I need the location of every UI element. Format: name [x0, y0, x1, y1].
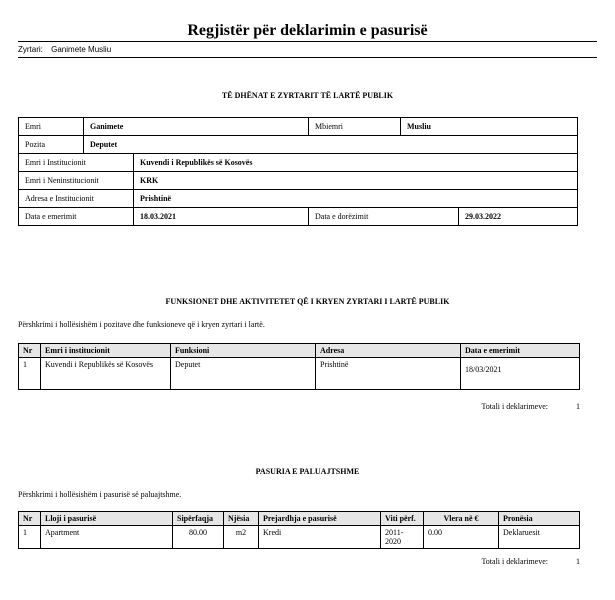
property-table — [18, 511, 580, 549]
row-area: 80.00 — [173, 526, 224, 549]
property-header-row — [19, 512, 580, 526]
submission-date-label: Data e dorëzimit — [309, 208, 459, 226]
row-nr: 1 — [19, 526, 41, 549]
functions-heading: FUNKSIONET DHE AKTIVITETET QË I KRYEN ZYRTARI I LARTË PUBLIK — [165, 297, 450, 306]
row-unit: m2 — [224, 526, 259, 549]
official-line — [18, 45, 111, 54]
col-ownership: Pronësia — [499, 512, 580, 526]
address-value: Prishtinë — [134, 190, 578, 208]
row-address: Prishtinë — [316, 358, 461, 390]
info-row-dates — [19, 208, 578, 226]
col-property-type: Lloji i pasurisë — [41, 512, 173, 526]
official-name: Ganimete Musliu — [51, 45, 112, 54]
official-info-table — [18, 117, 578, 226]
title-divider — [18, 41, 597, 42]
pozita-value: Deputet — [84, 136, 578, 154]
emri-value: Ganimete — [84, 118, 309, 136]
mbiemri-value: Musliu — [401, 118, 578, 136]
emri-label: Emri — [19, 118, 84, 136]
functions-total — [481, 402, 580, 411]
row-appointment-date: 18/03/2021 — [461, 358, 580, 390]
appointment-date-label: Data e emerimit — [19, 208, 134, 226]
official-label: Zyrtari: — [18, 45, 43, 54]
info-row-name — [19, 118, 578, 136]
col-value: Vlera në € — [424, 512, 499, 526]
table-row — [19, 526, 580, 549]
functions-description: Përshkrimi i hollësishëm i pozitave dhe funksioneve që i kryen zyrtari i lartë. — [18, 320, 265, 329]
property-description: Përshkrimi i hollësishëm i pasurisë së paluajtshme. — [18, 490, 182, 499]
appointment-date-value: 18.03.2021 — [134, 208, 309, 226]
info-row-position — [19, 136, 578, 154]
row-nr: 1 — [19, 358, 41, 390]
col-area: Sipërfaqja — [173, 512, 224, 526]
property-total — [481, 557, 580, 566]
property-heading: PASURIA E PALUAJTSHME — [255, 467, 360, 476]
col-origin: Prejardhja e pasurisë — [259, 512, 381, 526]
functions-total-label: Totali i deklarimeve: — [481, 402, 548, 411]
col-address: Adresa — [316, 344, 461, 358]
pozita-label: Pozita — [19, 136, 84, 154]
table-row — [19, 358, 580, 390]
functions-header-row — [19, 344, 580, 358]
row-value: 0.00 — [424, 526, 499, 549]
row-property-type: Apartment — [41, 526, 173, 549]
row-origin: Kredi — [259, 526, 381, 549]
submission-date-value: 29.03.2022 — [459, 208, 578, 226]
mbiemri-label: Mbiemri — [309, 118, 401, 136]
subinstitution-value: KRK — [134, 172, 578, 190]
property-total-value: 1 — [576, 557, 580, 566]
page-title: Regjistër për deklarimin e pasurisë — [187, 22, 428, 39]
address-label: Adresa e Institucionit — [19, 190, 134, 208]
row-institution: Kuvendi i Republikës së Kosovës — [41, 358, 171, 390]
functions-total-value: 1 — [576, 402, 580, 411]
row-ownership: Deklaruesit — [499, 526, 580, 549]
row-function: Deputet — [171, 358, 316, 390]
col-nr: Nr — [19, 512, 41, 526]
subinstitution-label: Emri i Neninstitucionit — [19, 172, 134, 190]
official-divider — [18, 57, 597, 58]
functions-table — [18, 343, 580, 390]
row-year: 2011-2020 — [381, 526, 424, 549]
property-total-label: Totali i deklarimeve: — [481, 557, 548, 566]
col-nr: Nr — [19, 344, 41, 358]
col-unit: Njësia — [224, 512, 259, 526]
col-year: Viti përf. — [381, 512, 424, 526]
institution-value: Kuvendi i Republikës së Kosovës — [134, 154, 578, 172]
col-appointment-date: Data e emerimit — [461, 344, 580, 358]
info-heading: TË DHËNAT E ZYRTARIT TË LARTË PUBLIK — [221, 91, 394, 100]
info-row-institution — [19, 154, 578, 172]
info-row-subinstitution — [19, 172, 578, 190]
col-institution: Emri i institucionit — [41, 344, 171, 358]
institution-label: Emri i Institucionit — [19, 154, 134, 172]
info-row-address — [19, 190, 578, 208]
col-function: Funksioni — [171, 344, 316, 358]
